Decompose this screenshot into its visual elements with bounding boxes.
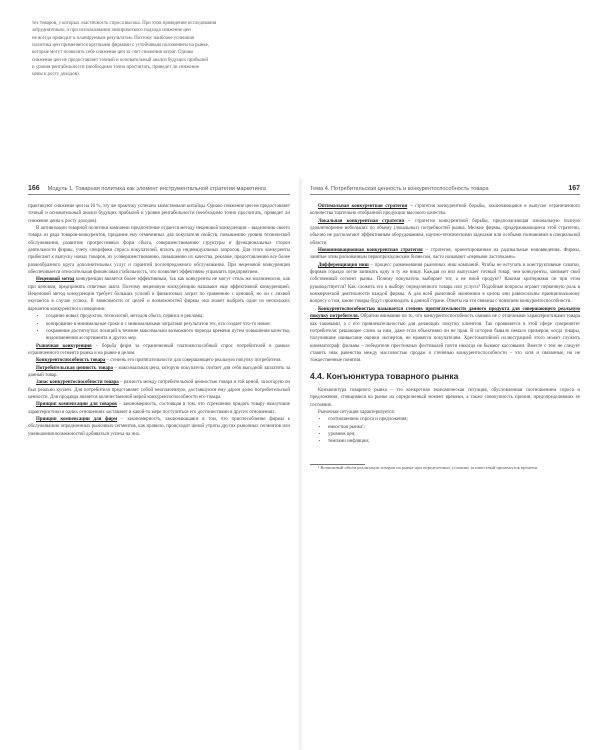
definition-term: Дифференциация ниш <box>318 262 369 268</box>
definition-term: Конкурентоспособностью называется степень притягательности данного продукта для совершающего реальную покупку потребителя. <box>310 306 580 320</box>
running-title: Тема 4. Потребительская ценность и конкурентоспособность товара <box>310 186 489 192</box>
definition-text: – степень его притягательности для совершающего реальную покупку потребителя. <box>105 358 282 364</box>
definition-paragraph <box>28 365 290 380</box>
prev-line: тех товаров, у которых эластичность спроса высока. При этом проведение исследования <box>32 21 217 26</box>
left-running-head <box>28 178 290 195</box>
right-page <box>310 178 580 750</box>
section-heading: 4.4. Конъюнктура товарного рынка <box>310 370 459 381</box>
definition-paragraph <box>28 401 290 416</box>
list-item: • соотношением спроса и предложения; <box>328 416 580 423</box>
definition-paragraph <box>28 357 290 364</box>
definition-paragraph <box>28 343 290 358</box>
definition-paragraph <box>28 379 290 401</box>
prev-line: которые могут позволить себе снижение цен за счет снижения затрат. Однако <box>32 50 194 56</box>
right-running-head <box>310 178 580 195</box>
prev-line: не всегда приводит к планируемым результатам. Поэтому наиболее успешная <box>32 35 194 41</box>
prev-line: цены к росту доходов). <box>32 72 80 78</box>
paragraph: практикуют снижение цен на 10 %, эту же практику успешно заимствовали китайцы. Однако снижение цен не предоставляет точный и основательный анализ будущих прибылей и уровня рентабельности (необходимо точно просчитать, приведет ли снижение цены к росту доходов). <box>28 204 290 224</box>
running-title: Модуль 1. Товарная политика как элемент инструментальной стратегии маркетинга <box>47 186 266 192</box>
definition-text: – борьба фирм за ограниченный платежеспособный спрос потребителей в рамках ограниченного сегмента рынка и на рынке в целом. <box>28 343 290 356</box>
definition-paragraph <box>310 203 580 218</box>
left-page <box>28 178 290 750</box>
paragraph: Рыночная ситуация характеризуется: <box>318 409 395 415</box>
previous-page-fragment <box>32 20 294 79</box>
definition-paragraph <box>28 416 290 438</box>
definition-text: – максимальная цена, которую покупатель считает для себя выгодной заплатить за данный товар. <box>28 365 290 378</box>
prev-line: и уровня рентабельности (необходимо точно просчитать, приведет ли снижение <box>32 65 199 71</box>
definition-text: – стратегия, ориентированная на радикальные нововведения. Фирмы, занятые этим рискованным первопроходческим бизнесом, часто называют «первыми ласточками». <box>310 248 580 261</box>
page-number: 166 <box>28 185 40 192</box>
definition-term: Неценовой метод <box>36 277 75 283</box>
list-item: • уровнем цен; <box>328 431 580 438</box>
definition-text: – стратегия конкурентной борьбы, заключающаяся в выпуске ограниченного количества тщательно отобранной продукции высокого качества. <box>310 204 580 217</box>
definition-text: Обратим внимание на то, что конкурентоспособность связана не с отличными характеристиками товара как таковыми, а с его привлекательностью для делающих покупку клиентов. Так проявляется в этой сфере суверенитет потребителя: решающее слово за ним, даже если объективно он не прав. В истории бывало немало примеров, когда товары, получившие наивысшие оценки экспертов, не нравятся покупателям. Хрестоматийной иллюстрацией этого может служить кинематограф: фильмы – победители престижных фестивалей почти никогда не бывают кассовыми. Вместе с тем не следует ставить знак равенства между массовостью продаж и степенью конкурентоспособности – это хотя и связанные, но не тождественные понятия. <box>310 314 580 364</box>
definition-term: Оптимальная конкурентная стратегия <box>318 204 408 209</box>
prev-line: политика цен применяется крупными фирмами с устойчивым положением на рынке, <box>32 43 210 49</box>
paragraph: Конъюнктура товарного рынка – это конкретная экономическая ситуация, обусловленная соотношением спроса и предложения, стоящимися на рынке на определенный момент времени, а также совокупность причин, предопределивших ее состояние. <box>310 387 580 408</box>
list-item: • емкостью рынка¹; <box>328 424 580 431</box>
prev-line: снижение цен не предоставляет точный и основательный анализ будущих прибылей <box>32 57 208 63</box>
book-gutter <box>298 178 304 750</box>
right-page-body <box>310 203 580 471</box>
definition-paragraph <box>28 276 290 313</box>
definition-term: Принцип компенсации для фирм <box>36 416 118 422</box>
definition-paragraph <box>310 306 580 365</box>
definition-term: Новоинновационная конкурентная стратегия <box>318 248 423 254</box>
definition-text: – разность между потребительской ценностью товара и той ценой, за которую он был реально куплен. Для потребителя представляет собой неоплаченную, доставшуюся ему даром долю потребительской ценности. Для продавца является количественной мерой конкурентоспособности его товара. <box>28 380 291 400</box>
definition-paragraph <box>310 262 580 306</box>
definition-term: Локальная конкурентная стратегия <box>318 218 404 224</box>
definition-term: Потребительская ценность товара <box>36 365 113 371</box>
definition-term: Запас конкурентоспособности товара <box>36 380 119 386</box>
list-item: • копирование в минимальные сроки и с минимальными затратами результатов тех, кто создает что-то новое; <box>46 321 290 328</box>
definition-text: – закономерность, состоящая в том, что стремление придать товару наилучшие характеристики в одних отношениях заставляет в какой-то мере поступиться его достоинствами в других отношениях. <box>28 402 290 415</box>
prev-line: затруднительно, а при использовании эмпирического подхода снижение цен <box>32 28 191 34</box>
definition-text: – процесс размежевания рыночных ниш компаний. Чтобы не вступать в конструктивные схватки, фирмам гораздо легче занимать одну и ту же нишу. Каждая из них выпускает точный товар, чем конкуренты, занимает свой собственный сегмент рынка. Почему покупатель выбирает тот, а не иной продукт? Какими критериями он при этом руководствуется? Как сложить его к выбору определенного товара или услуги? Подобные вопросы играют первичную роль в коммерческой деятельности каждой фирмы. А для всей рыночной экономики в целом они равносильны принципиальному вопросу о том, какие товары будут производить в данной стране. Ответы на эти связаны с понятием конкурентоспособности. <box>310 262 580 305</box>
list-item: • темпами инфляции; <box>328 438 580 445</box>
definition-text: конкуренции является более эффективным, так как конкуренты не могут столь же молниеносно, как при ценовом, предпринять ответные шаги. Поэтому неценовую конкуренцию называют еще эффективной конкуренцией. Неценовой метод конкуренции требует больших усилий и финансовых затрат по сравнению с ценовой, но он с лихвой окупается в случае успеха. В зависимости от целей и возможностей фирмы она может выбрать один из нескольких вариантов конкурентного поведения: <box>28 277 290 312</box>
definition-paragraph <box>310 218 580 247</box>
left-page-body <box>28 203 290 438</box>
definition-term: Принцип компенсации для товаров <box>36 402 117 408</box>
definition-term: Рыночная конкуренция <box>36 343 92 349</box>
bullet-list <box>310 416 580 445</box>
definition-text: – закономерность, заключающаяся в том, что приспособление фирмы к обслуживанию определенных рыночных сегментов, как правило, происходит ценой утраты других рыночных сегментов или уменьшения возможностей добиваться успеха на них. <box>28 416 290 437</box>
definition-text: – стратегия конкурентной борьбы, предполагающая изначальную полную удовлетворение небольших по объему (локальных) потребностей рынка. Мелкие фирмы, придерживающиеся этой стратегии, обычно не располагают эффективным оборудованием, научно-техническими заделами или особыми познаниями в специальной области. <box>310 218 581 246</box>
paragraph: В активизации товарной политики компании предпочтение отдается методу неценовой конкуренции – выделению своего товара из ряда товаров-конкурентов, придание ему отмеченных для покупателя свойств, повышению уровня технической обслуживания, развитию прогрессивных форм сбыта, совершенствованию структуры и функциональных сторон деятельности фирмы, учету специфики спроса покупателей, вплоть до индивидуальных запросов. Для этого конкуренты прибегают к выпуску новых товаров, их усовершенствованию, повышению их качества, рекламе, предоставлению все более разнообразного круга дополнительных услуг и гарантий послепродажного обслуживания. При неценовой конкуренции обеспечивается относительная финансовая стабильность, что позволяет эффективно управлять предприятием. <box>28 226 290 276</box>
list-item: • сохранение достигнутых позиций в течение максимально возможного периода времени путем повышения качества, видоизменения ассортимента и других мер. <box>46 328 290 343</box>
footnote: ¹ Возможный объем реализации товаров на рынке при определенных условиях за известный промежуток времени. <box>318 464 539 470</box>
list-item: • создание новых продуктов, технологий, методов сбыта, сервиса и рекламы; <box>46 313 290 320</box>
bullet-list <box>28 313 290 342</box>
page-number: 167 <box>568 185 580 192</box>
definition-term: Конкурентоспособность товара <box>36 358 106 364</box>
definition-paragraph <box>310 247 580 262</box>
